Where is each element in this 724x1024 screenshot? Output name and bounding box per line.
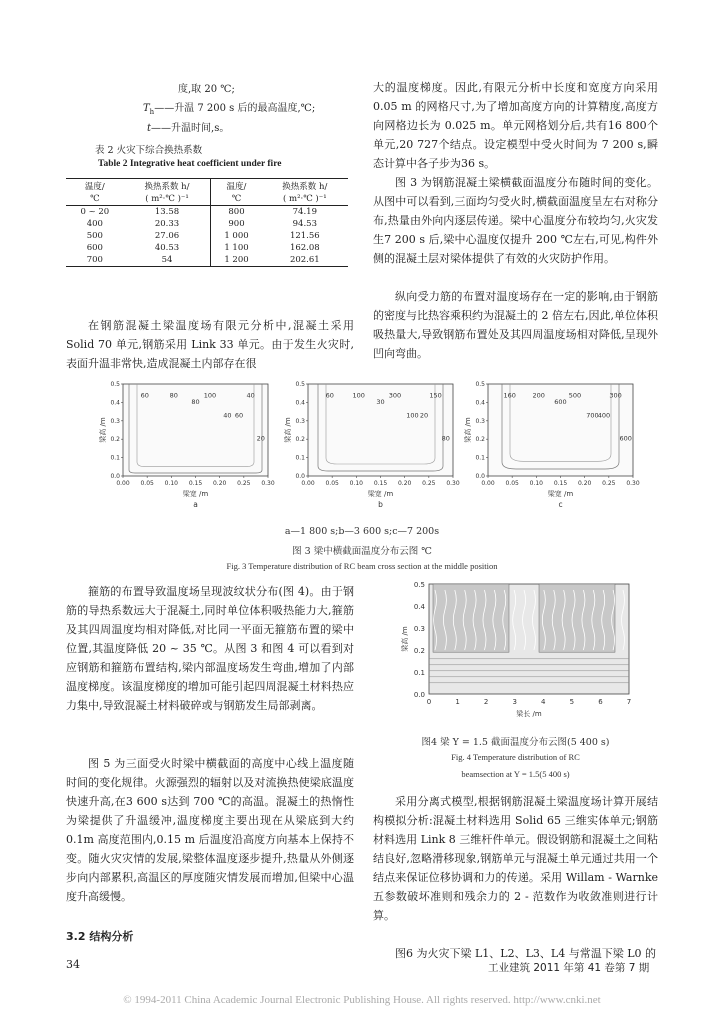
y-tick-label: 0.5 <box>295 381 305 388</box>
x-tick-label: 0.00 <box>301 480 315 487</box>
y-tick-label: 0.0 <box>475 473 485 480</box>
y-tick-label: 0.5 <box>475 381 485 388</box>
contour-label: 300 <box>609 391 622 400</box>
table2-header: 温度/ <box>66 179 124 194</box>
definition-line-3: t——升温时间,s。 <box>147 123 230 134</box>
x-tick-label: 0.00 <box>481 480 495 487</box>
table-row: 0 ~ 20 13.58 800 74.19 <box>80 207 317 217</box>
contour-label: 600 <box>554 397 567 406</box>
paragraph: 采用分离式模型,根据钢筋混凝土梁温度场计算开展结构模拟分析:混凝土材料选用 Solid 65 三维实体单元;钢筋材料选用 Link 8 三维杆件单元。假设钢筋和混凝土之间粘结良好,忽略滑移现象,钢筋单元与混凝土单元通过共用一个结点来保证位移协调和力的传递。采用 Willam - Warnke 五参数破坏准则和残余力的 2 - 范数作为收敛准则进行计算。 <box>373 795 658 922</box>
y-tick-label: 0.0 <box>110 473 120 480</box>
contour-label: 40 <box>223 411 232 420</box>
fig3-caption-cn: 图 3 梁中横截面温度分布云图 ℃ <box>292 546 432 557</box>
table2-unit: ( m²·℃ )⁻¹ <box>124 193 211 206</box>
paragraph: 图6 为火灾下梁 L1、L2、L3、L4 与常温下梁 L0 的 <box>395 947 656 960</box>
x-tick-label: 2 <box>483 698 489 706</box>
x-tick-label: 0.00 <box>116 480 130 487</box>
contour-label: 60 <box>140 391 149 400</box>
table-row: 700 54 1 200 202.61 <box>66 254 348 267</box>
x-tick-label: 0.10 <box>349 480 364 487</box>
contour-label: 80 <box>191 397 200 406</box>
contour-label: 160 <box>503 391 516 400</box>
table2-title-cn: 表 2 火灾下综合换热系数 <box>95 145 203 156</box>
x-axis-label: 梁宽 /m <box>367 490 394 498</box>
x-tick-label: 0.30 <box>446 480 460 487</box>
y-tick-label: 0.1 <box>295 454 305 462</box>
section-heading: 3.2 结构分析 <box>66 930 134 943</box>
x-tick-label: 0.10 <box>529 480 544 487</box>
page-number: 34 <box>66 958 80 971</box>
table2-header: 温度/ <box>211 179 262 194</box>
contour-label: 20 <box>419 411 429 420</box>
fig3-panel <box>98 381 275 509</box>
x-tick-label: 0 <box>426 698 432 706</box>
x-tick-label: 5 <box>569 698 575 706</box>
x-tick-label: 0.25 <box>237 480 251 487</box>
contour-label: 20 <box>256 434 265 443</box>
table2-unit: ( m²·℃ )⁻¹ <box>262 193 348 206</box>
table-row: 400 20.33 900 94.53 <box>86 219 317 229</box>
contour-label: 30 <box>376 397 385 406</box>
y-axis-label: 梁高 /m <box>464 417 472 443</box>
contour-label: 100 <box>352 391 365 400</box>
y-tick-label: 0.3 <box>413 625 425 633</box>
contour-label: 60 <box>234 411 244 420</box>
x-tick-label: 0.10 <box>164 480 179 487</box>
table2-unit: ℃ <box>211 193 262 206</box>
x-tick-label: 6 <box>598 698 603 706</box>
x-tick-label: 0.30 <box>626 480 640 487</box>
paragraph: 图 3 为钢筋混凝土梁横截面温度分布随时间的变化。从图中可以看到,三面均匀受火时,横截面温度呈左右对称分布,热量由外向内逐层传递。梁中心温度分布较均匀,火灾发生7 200 s 后,梁中心温度仅提升 200 ℃左右,可见,构件外侧的混凝土层对梁体提供了有效的火灾防护作用。 <box>373 176 658 265</box>
y-tick-label: 0.4 <box>110 399 120 407</box>
x-tick-label: 3 <box>512 698 517 706</box>
paragraph: 纵向受力筋的布置对温度场存在一定的影响,由于钢筋的密度与比热容乘积约为混凝土的 2 倍左右,因此,单位体积吸热量大,导致钢筋布置处及其四周温度场相对降低,呈现外凹向弯曲。 <box>373 290 658 360</box>
x-axis-label: 梁宽 /m <box>182 490 209 498</box>
y-axis-label: 梁高 /m <box>284 417 292 443</box>
x-tick-label: 0.25 <box>422 480 436 487</box>
y-tick-label: 0.2 <box>295 436 305 444</box>
x-tick-label: 0.20 <box>577 480 592 487</box>
fig4-plot-area <box>400 581 631 718</box>
contour-label: 400 <box>597 411 611 420</box>
y-tick-label: 0.4 <box>475 399 485 407</box>
fig3-panel <box>283 381 460 509</box>
definition-line-2: $T_h——$升温 7 200 s 后的最高温度,℃; <box>143 103 316 116</box>
x-tick-label: 0.15 <box>373 480 388 487</box>
fig3-panels <box>95 378 640 518</box>
panel-letter: b <box>378 500 383 509</box>
table2-title-en: Table 2 Integrative heat coefficient under fire <box>98 159 282 169</box>
y-tick-label: 0.2 <box>413 647 425 655</box>
fig4-plot <box>395 580 655 720</box>
x-tick-label: 0.05 <box>140 480 154 487</box>
contour-label: 100 <box>203 391 217 400</box>
x-tick-label: 0.20 <box>397 480 412 487</box>
x-tick-label: 0.25 <box>602 480 616 487</box>
y-tick-label: 0.3 <box>295 417 305 425</box>
x-tick-label: 1 <box>455 698 460 706</box>
table-row: 500 27.06 1 000 121.56 <box>86 231 320 241</box>
figure-4 <box>395 580 655 720</box>
hot-zone <box>433 584 509 652</box>
x-tick-label: 0.30 <box>261 480 275 487</box>
contour-label: 40 <box>246 391 255 400</box>
y-axis-label: 梁高 /m <box>401 626 409 652</box>
contour-label: 100 <box>406 411 419 420</box>
fig3-caption-en: Fig. 3 Temperature distribution of RC beam cross section at the middle position <box>226 561 498 571</box>
table-row: 600 40.53 1 100 162.08 <box>86 243 320 253</box>
x-tick-label: 0.20 <box>212 480 227 487</box>
y-tick-label: 0.3 <box>110 417 120 425</box>
definition-line-1: 度,取 20 ℃; <box>178 84 235 95</box>
y-tick-label: 0.1 <box>475 454 485 462</box>
fig3-panel <box>463 381 640 509</box>
copyright-line: © 1994-2011 China Academic Journal Electronic Publishing House. All rights reserved. http://www.cnki.net <box>123 994 601 1006</box>
contour-label: 150 <box>429 391 442 400</box>
table2 <box>66 178 348 267</box>
contour-label: 80 <box>169 391 178 400</box>
y-tick-label: 0.3 <box>475 417 485 425</box>
paragraph: 图 5 为三面受火时梁中横截面的高度中心线上温度随时间的变化规律。火源强烈的辐射以及对流换热使梁底温度快速升高,在3 600 s达到 700 ℃的高温。混凝土的热惰性为梁提供了升温缓冲,温度梯度主要出现在从梁底到大约 0.1m 高度范围内,0.15 m 后温度沿高度方向基本上保持不变。随火灾灾情的发展,梁整体温度逐步提升,热量从外侧逐步向内部累积,高温区的厚度随灾情发展而增加,但梁中心温度升高缓慢。 <box>66 757 354 903</box>
y-tick-label: 0.1 <box>110 454 120 462</box>
contour-label: 300 <box>388 391 402 400</box>
x-axis-label: 梁宽 /m <box>547 490 574 498</box>
x-axis-label: 梁长 /m <box>516 710 542 718</box>
contour-label: 700 <box>586 411 599 420</box>
x-tick-label: 0.05 <box>325 480 339 487</box>
fig4-caption-en: beamsection at Y = 1.5(5 400 s) <box>461 769 570 779</box>
x-tick-label: 4 <box>541 698 546 706</box>
y-tick-label: 0.0 <box>295 473 305 480</box>
y-tick-label: 0.4 <box>413 603 425 611</box>
x-tick-label: 0.15 <box>188 480 203 487</box>
y-tick-label: 0.2 <box>475 436 485 444</box>
hot-zone <box>539 584 615 652</box>
table2-header: 换热系数 h/ <box>262 179 348 194</box>
table2-header: 换热系数 h/ <box>124 179 211 194</box>
paragraph: 箍筋的布置导致温度场呈现波纹状分布(图 4)。由于钢筋的导热系数远大于混凝土,同时单位体积吸热能力大,箍筋及其四周温度均相对降低,对比同一平面无箍筋布置的梁中位置,其温度降低 20 ~ 35 ℃。从图 3 和图 4 可以看到对应钢筋和箍筋布置结构,梁内部温度场发生弯曲,增加了内部温度梯度。该温度梯度的增加可能引起四周混凝土材料热应力集中,导致混凝土材料破碎或与钢筋发生局部剥离。 <box>66 585 354 712</box>
y-tick-label: 0.0 <box>413 691 425 699</box>
contour-label: 60 <box>325 391 334 400</box>
y-tick-label: 0.1 <box>413 669 425 677</box>
panel-letter: c <box>558 500 563 509</box>
y-tick-label: 0.5 <box>110 381 120 388</box>
y-tick-label: 0.2 <box>110 436 120 444</box>
paragraph: 大的温度梯度。因此,有限元分析中长度和宽度方向采用 0.05 m 的网格尺寸,为了增加高度方向的计算精度,高度方向网格边长为 0.025 m。单元网格划分后,共有16 800个单元,20 727个结点。设定模型中受火时间为 7 200 s,瞬态计算中各子步为36 s。 <box>373 81 658 170</box>
x-tick-label: 0.05 <box>505 480 519 487</box>
fig3-legend: a—1 800 s;b—3 600 s;c—7 200s <box>284 526 440 537</box>
contour-label: 500 <box>568 391 582 400</box>
panel-letter: a <box>193 500 198 509</box>
paragraph: 在钢筋混凝土梁温度场有限元分析中,混凝土采用 Solid 70 单元,钢筋采用 Link 33 单元。由于发生火灾时,表面升温非常快,造成混凝土内部存在很 <box>66 319 354 370</box>
contour-label: 200 <box>532 391 545 400</box>
fig4-caption-en: Fig. 4 Temperature distribution of RC <box>451 752 580 762</box>
fig4-caption-cn: 图4 梁 Y = 1.5 截面温度分布云图(5 400 s) <box>421 737 610 748</box>
contour-label: 80 <box>441 434 450 443</box>
table2-unit: ℃ <box>66 193 124 206</box>
x-tick-label: 0.15 <box>553 480 568 487</box>
journal-footer: 工业建筑 2011 年第 41 卷第 7 期 <box>488 962 650 974</box>
y-tick-label: 0.4 <box>295 399 305 407</box>
x-tick-label: 7 <box>626 698 632 706</box>
figure-3 <box>95 378 640 518</box>
y-axis-label: 梁高 /m <box>99 417 107 443</box>
contour-label: 600 <box>619 434 632 443</box>
y-tick-label: 0.5 <box>413 581 425 589</box>
